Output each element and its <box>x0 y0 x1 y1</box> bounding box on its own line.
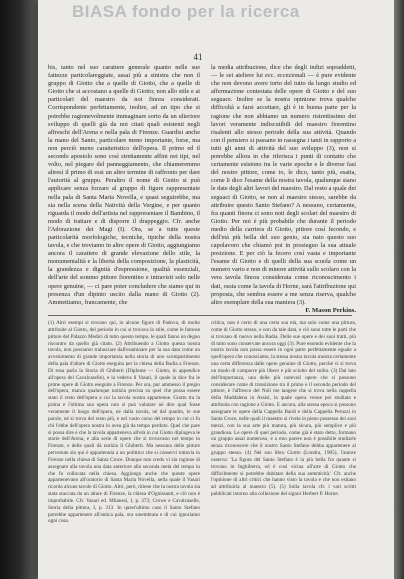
footnotes-right-text: critica, non è certo di una certa sua età, ma solo come una pittura, come di Giotto stesso, e non da tale data, e ciò sono tutte le parti che si trovano di nuovo nella Badia. Delle sue opere e dei suoi tratti, più di tutto sono conservate ancora oggi (3). Pure essendo evidente che la nostra tavola non possa essere in ogni parte perfettamente eguale a quell'opera che conosciamo, la stessa nostra tavola mostra certamente una certa differenza dalle opere genuine di Giotto, perché vi si trova un modo di comporre più libero e più sciolto del solito. (3) Dal lato dell'importanza, una delle più notevoli opere che si possono considerare come di transizione tra il primo e il secondo periodo del pittore, è l'affresco del Noli me tangere che si trova nella cappella della Maddalena in Assisi, la quale opera venne poi studiata e attribuita con ragione a Giotto. E ancora, alla stessa epoca si possono assegnare le opere della Cappella Bardi e della Cappella Peruzzi in Santa Croce, nelle quali il maestro si rivela in pieno possesso dei suoi mezzi, con la sua arte più matura, più sicura, più semplice e più grandiosa. Le opere di quel periodo, come già è stato detto, formano un gruppo assai numeroso, e a mio parere non è possibile studiarle senza riconoscere che il nostro Santo Stefano debba appartenere al gruppo stesso. (4) Nel suo libro Giotto (Londra, 1905), l'autore osserva: 'La figura del Santo Stefano è la più bella fra quante si trovano in Inghilterra, ed è così vicina all'arte di Giotto che difficilmente si potrebbe dubitare della sua autenticità.' Cfr. anche l'opinione di altri critici che hanno visto la tavola e che non esitano ad attribuirla al maestro (5). (5) Sulla tavola cfr. i vari scritti pubblicati intorno alla collezione del signor Herbert P. Horne. <box>211 320 356 498</box>
footnote-divider <box>48 315 352 316</box>
footnotes-left-text: (1) Altri esempi si trovano qui, in alcune figure di Padova, di molto attribuite al Giotto, del periodo in cui si trovava lo stile, come le famose pitture del Palazzo Medici di tutto questo tempo, le quali fanno un degno riscontro da quello già citato. (2) Attribuendo a Giotto questa nostra tavola, non possiamo tralasciare dall'esaminare per la sua data come un avvenimento di grande importanza nella storia di uno scompartimento della pala d'altare di Giotto eseguita per la chiesa della Badia a Firenze. Di essa parla la Storia di Ghiberti (Diplome — Giotto, in appendice all'opera del Cavalcaselle), e la vedeva il Vasari, il quale la dice fra le prime opere di Giotto eseguite a Firenze. Per ora, pur ammesso il pregio dell'opera, manca qualunque notizia precisa su quel che possa essere stato il resto dell'opera a cui la tavola nostra appartenne. Giotto tra la prima e l'ultima sua opera non si può valutare né dire qual fosse veramente il luogo dell'opera, né dalla tavola, né dal quadro, le sue parole, né si trova del resto più, e nel vasto corso del tempo in cui ci fu chi l'ebbe dell'opera nostra lo avea già da tempo perduto. Quel che pare si possa dire è che la tavola apparteneva all'età in cui Giotto dipingeva le storie dell'Arena, e alla serie di opere che si trovavano nel tempo in Firenze, e delle quali dà notizia il Ghiberti. Ma nessuna delle pitture pervenute sin qui è appartenuta a un polittico che si conservi tuttavia in Firenze nella chiesa di Santa Croce. Dunque non credo vi sia ragione di assegnare alla tavola una data anteriore alla seconda metà del tempo in che fu collocata nella chiesa. Aggiungo anche che queste opere appartenevano all'oratorio di Santa Maria Novella, nella quale il Vasari ricorda alcune tavole di Giotto. Altri, però, ritiene che la nostra tavola sia stata staccata da un altare di Firenze, la chiesa d'Ognissanti, e ciò non è improbabile. Cfr. Vasari ed. Milanesi, I, p. 372; Crowe e Cavalcaselle, Storia della pittura, I, p. 313. In quest'ultimo caso il Santo Stefano potrebbe appartenere all'antica pala, ora smembrata e di cui ignoriamo ogni cosa. <box>48 320 200 525</box>
page-number: 41 <box>193 52 203 62</box>
body-column-left <box>48 64 200 308</box>
body-paragraph-right: la media attribuzione, dice che degli indizi sopraddetti, — le sei ateliere lui ecc. eccezionali — è pure evidente che non devono avere torto del tutto da lungo studio ed affermazione contestata delle opere di Giotto e del suo seguace. Inoltre se la nostra opinione trova qualche difficoltà a farsi accettare, gli è in buona parte per la ragione che non abbiamo un numero ristrettissimo dei lavori veramente indiscutibili del maestro fiorentino risalenti allo stesso periodo della sua attività. Quando con il pensiero si passano in rassegna i tanti in rapporto a tutti gli anni di attività del suo sviluppo (3), non si potrebbe allora in che riferisca i punti di contatto che certamente esistono tra le varie epoche e le diverse fasi del nostro pittore, come io, le dico, tanto più, esatta, come li dico l'esame della nostra tavola, qualunque siano le date degli altri lavori del maestro. Dal resto a quale dei seguaci di Giotto, se non al maestro stesso, sarebbe da attribuire questo Santo Stefano? A nessuno, certamente, fra quanti finora ci sono noti degli scolari del maestro di Giotto. Per noi è più probabile che durante il periodo medio della carriera di Giotto, pittore così fecondo, e dell'età più bella del suo genio, sia nato questo suo capolavoro che chiamò poi in prosieguo la sua attuale posizione. E per ciò la fecero così vasta e importante l'esame di Giotto e di quelli della sua scuola come un numero vario e non di minore attività sullo scolaro con la vera tavola finora considerata come riconoscimento i dati, ossia come la tavola di Horne, sarà l'attribuzione qui proposta, che sembra essere a me senza riserva, qualche altro esemplare della sua maniera (3). <box>211 64 356 306</box>
body-column-right <box>211 64 356 304</box>
footnotes-column-left <box>48 320 200 564</box>
body-paragraph-left: bis, tanto nel suo carattere generale quanto nelle sue fattezze particolareggiate, assai più a sinistra che non il gruppo di Giotto che a quelle di Giotto, che a quelle di Giotto che si accostano a quelle di Giotto; non allo stile e ai particolari del maestro da noi finora considerati. Corrispondente perfettamente, inoltre, ad un tipo che si potrebbe ragionevolmente immaginare sorto da un ulteriore sviluppo di quelli già da noi citati quali esistenti negli affreschi dell'Arena e nella pala di Firenze. Guardisi anche la mano del Santo, particolare meno importante, forse, ma non perciò meno caratteristico dell'opera. Il primo ed il secondo apostolo sono così strettamente affini nei tipi, nel volto, nel piegare del panneggiamento, che chiameremmo altresì il primo di essi un altro termine di raffronto per dare l'autorità al gruppo. Peraltro il nome di Giotto si può applicare senza forzare al gruppo di figure rappresentate nella pala di Santa Maria Novella, e quasi seguirebbe, ma sia nella scena della Natività della Vergine, e per quanto riguarda il modo dell'artista nel rappresentare il Bambino, il modo di trattare e di disporre il drappeggio. Cfr. anche l'Adorazione dei Magi (I). Ora, se a tutte queste particolarità morfologiche, tecniche, tipiche della nostra tavola, e che troviamo in altre opere di Giotto, aggiungiamo ancora il carattere di grande elevazione dello stile, la monumentalità e la libertà della composizione, la plasticità, la grandezza e dignità d'espressione, qualità essenziali, dell'arte del sommo pittore fiorentino e intravisti solo nelle opere genuine, — ci pare poter concludere che siamo qui in presenza d'un dipinto uscito dalla mano di Giotto (2). Ammettiamo, francamente, che <box>48 64 200 306</box>
watermark-logo: BIASA fondo per la ricerca <box>72 2 300 21</box>
footnotes-column-right <box>211 320 356 564</box>
author-signature: F. Mason Perkins. <box>305 307 356 314</box>
